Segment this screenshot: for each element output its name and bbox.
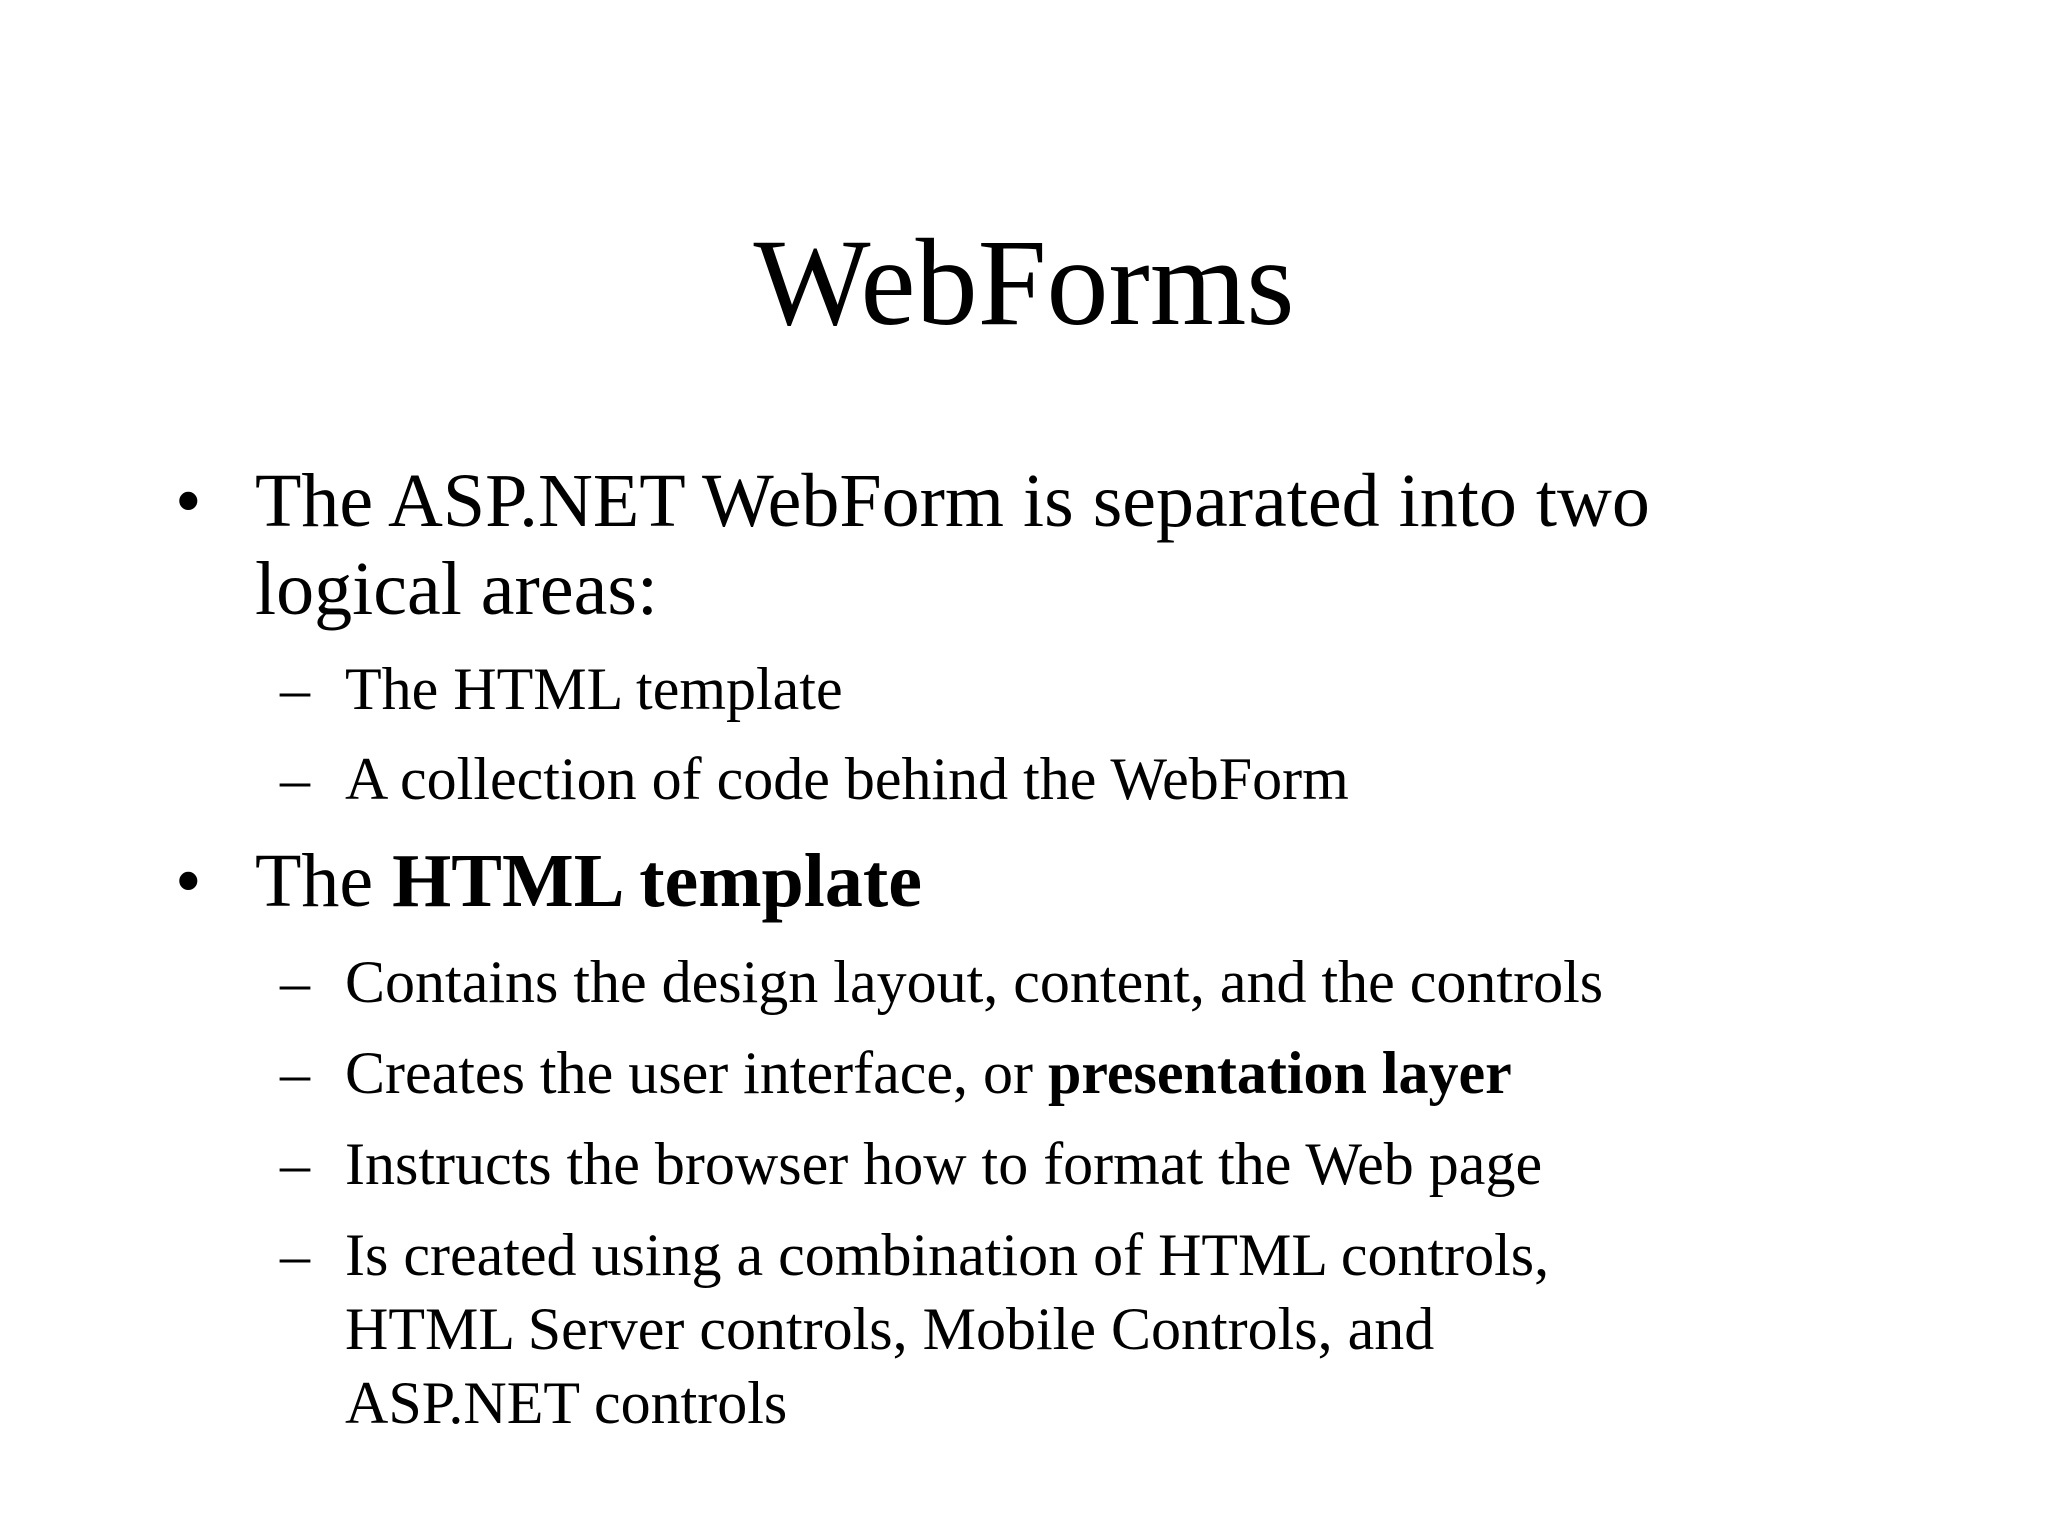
dash-icon: –	[280, 1222, 310, 1288]
bullet-2-line-1	[255, 838, 922, 924]
sub-bullet-2-4-line-2: HTML Server controls, Mobile Controls, and	[345, 1296, 1435, 1362]
bullet-2-bold: HTML template	[392, 839, 922, 923]
sub-bullet-2-2	[345, 1036, 1512, 1110]
sub-bullet-2-2-bold: presentation layer	[1047, 1040, 1512, 1106]
bullet-2-prefix: The	[255, 839, 393, 923]
sub-bullet-2-1: Contains the design layout, content, and the controls	[345, 949, 1604, 1015]
bullet-1-line-2: logical areas:	[255, 547, 659, 631]
dash-icon: –	[280, 949, 310, 1015]
sub-bullet-2-4-line-1: Is created using a combination of HTML controls,	[345, 1222, 1550, 1288]
slide-title: WebForms	[753, 214, 1295, 351]
bullet-icon: •	[175, 459, 202, 543]
dash-icon: –	[280, 656, 310, 722]
dash-icon: –	[280, 1040, 310, 1106]
sub-bullet-1-2: A collection of code behind the WebForm	[345, 746, 1349, 812]
sub-bullet-2-3: Instructs the browser how to format the Web page	[345, 1131, 1543, 1197]
dash-icon: –	[280, 1131, 310, 1197]
sub-bullet-2-4-line-3: ASP.NET controls	[345, 1370, 788, 1436]
sub-bullet-1-1: The HTML template	[345, 656, 843, 722]
bullet-icon: •	[175, 839, 202, 923]
dash-icon: –	[280, 746, 310, 812]
sub-bullet-2-2-prefix: Creates the user interface, or	[345, 1040, 1048, 1106]
bullet-1-line-1: The ASP.NET WebForm is separated into two	[255, 459, 1650, 543]
